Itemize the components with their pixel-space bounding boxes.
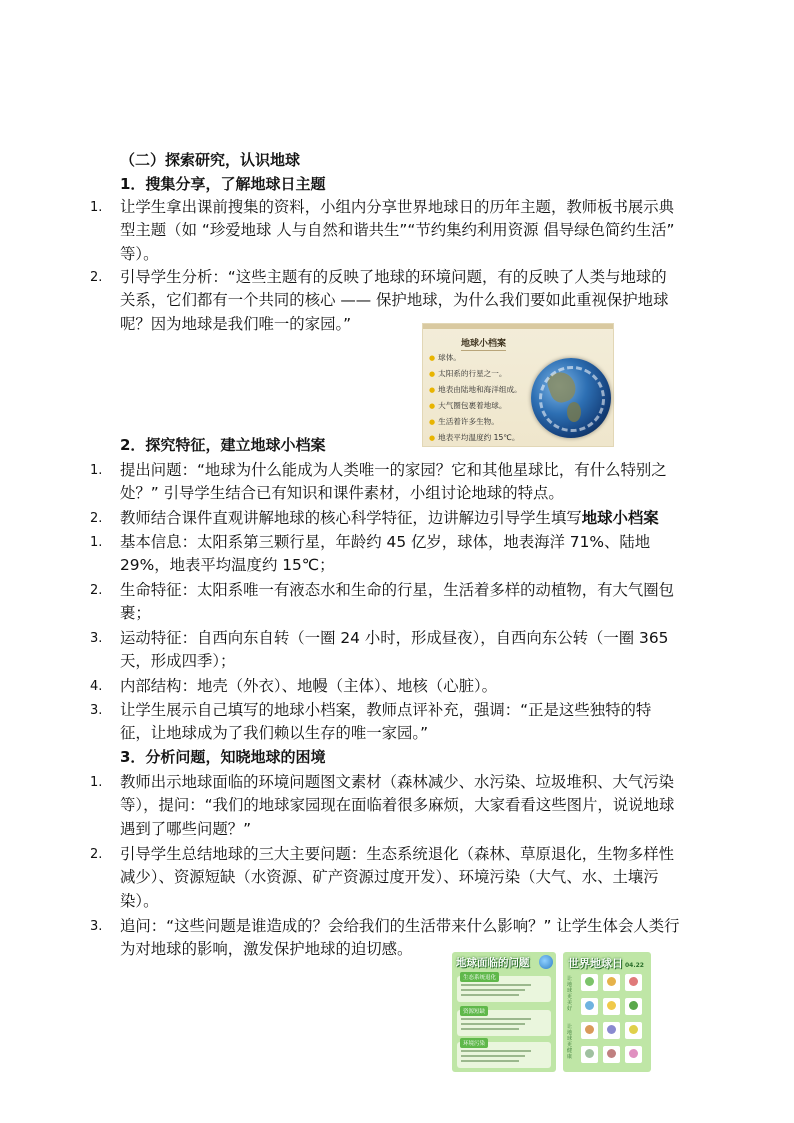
list-number: 3. (90, 703, 103, 718)
car-icon (603, 1046, 620, 1063)
poster-date: 04.22 (625, 962, 644, 969)
list-number: 2. (90, 270, 103, 285)
list-text: 生命特征：太阳系唯一有液态水和生命的行星，生活着多样的动植物，有大气圈包裹； (120, 581, 675, 623)
subsection-1-title: 1．搜集分享，了解地球日主题 (120, 175, 326, 193)
poster-section-tag: 环境污染 (460, 1038, 488, 1048)
water-icon (581, 998, 598, 1015)
poster-title-text: 世界地球日 (568, 957, 623, 970)
list-number: 1. (90, 200, 103, 215)
list-text: 提出问题：“地球为什么能成为人类唯一的家园？它和其他星球比，有什么特别之处？” 引导学生结合已有知识和课件素材，小组讨论地球的特点。 (120, 461, 667, 503)
list-item (90, 531, 680, 577)
fact-item: ● 生活着许多生物。 (429, 414, 522, 430)
sun-icon (603, 998, 620, 1015)
globe-icon (539, 955, 553, 969)
bike-icon (625, 974, 642, 991)
fact-item: ● 地表平均温度约 15℃。 (429, 430, 522, 446)
list-text: 运动特征：自西向东自转（一圈 24 小时，形成昼夜），自西向东公转（一圈 365 天，形成四季）； (120, 629, 669, 671)
poster-section-tag: 资源短缺 (460, 1006, 488, 1016)
earth-globe-icon (531, 358, 611, 438)
list-item (90, 675, 680, 699)
light-icon (625, 1022, 642, 1039)
list-item (90, 771, 680, 841)
poster-section (457, 1010, 551, 1036)
tree-icon (625, 998, 642, 1015)
subsection-2-title: 2．探究特征，建立地球小档案 (120, 436, 326, 454)
list-text: 教师出示地球面临的环境问题图文素材（森林减少、水污染、垃圾堆积、大气污染等），提问：“我们的地球家园现在面临着很多麻烦，大家看看这些图片，说说地球遇到了哪些问题？” (120, 773, 675, 838)
list-number: 2. (90, 583, 103, 598)
subsection-3-title: 3．分析问题，知晓地球的困境 (120, 748, 326, 766)
list-number: 2. (90, 511, 103, 526)
flower-icon (625, 1046, 642, 1063)
card-top-bar (423, 324, 613, 329)
earth-problems-poster (452, 952, 556, 1072)
list-text: 基本信息：太阳系第三颗行星，年龄约 45 亿岁，球体，地表海洋 71%、陆地 29%，地表平均温度约 15℃； (120, 533, 651, 575)
paper-icon (581, 1046, 598, 1063)
fact-item: ● 太阳系的行星之一。 (429, 366, 522, 382)
list-text: 追问：“这些问题是谁造成的？会给我们的生活带来什么影响？” 让学生体会人类行为对地球的影响，激发保护地球的迫切感。 (120, 917, 680, 959)
list-text: 让学生展示自己填写的地球小档案，教师点评补充，强调：“正是这些独特的特征，让地球成为了我们赖以生存的唯一家园。” (120, 701, 652, 743)
earth-day-poster (563, 952, 651, 1072)
poster-section (457, 976, 551, 1002)
bin-icon (603, 1022, 620, 1039)
bag-icon (581, 1022, 598, 1039)
list-item (90, 507, 680, 531)
list-item (90, 579, 680, 625)
fact-list (429, 350, 522, 446)
list-text: 内部结构：地壳（外衣）、地幔（主体）、地核（心脏）。 (120, 677, 498, 695)
list-item (90, 196, 680, 266)
list-number: 1. (90, 463, 103, 478)
list-number: 4. (90, 679, 103, 694)
poster-section (457, 1042, 551, 1068)
fact-item: ● 地表由陆地和海洋组成。 (429, 382, 522, 398)
list-text (120, 507, 680, 530)
poster-title: 地球面临的问题 (456, 957, 530, 969)
list-text: 引导学生分析：“这些主题有的反映了地球的环境问题，有的反映了人类与地球的关系，它们都有一个共同的核心 —— 保护地球，为什么我们要如此重视保护地球呢？因为地球是我们唯一的家园。” (120, 268, 669, 333)
list-item (90, 699, 680, 745)
list-text: 让学生拿出课前搜集的资料，小组内分享世界地球日的历年主题，教师板书展示典型主题（如 “珍爱地球 人与自然和谐共生”“节约集约利用资源 倡导绿色简约生活” 等）。 (120, 198, 675, 263)
list-item (90, 843, 680, 913)
side-label-top: 让地球更美好 (567, 976, 573, 1012)
list-number: 3. (90, 631, 103, 646)
card-title: 地球小档案 (461, 336, 506, 351)
earth-profile-image (422, 323, 614, 447)
list-number: 2. (90, 847, 103, 862)
list-number: 3. (90, 919, 103, 934)
list-number: 1. (90, 775, 103, 790)
list-item (90, 459, 680, 505)
poster-section-tag: 生态系统退化 (460, 972, 499, 982)
list-text: 引导学生总结地球的三大主要问题：生态系统退化（森林、草原退化，生物多样性减少）、资源短缺（水资源、矿产资源过度开发）、环境污染（大气、水、土壤污染）。 (120, 845, 675, 910)
fact-item: ● 球体。 (429, 350, 522, 366)
list-text-plain: 教师结合课件直观讲解地球的核心科学特征，边讲解边引导学生填写 (120, 509, 582, 527)
poster-title (568, 955, 644, 971)
leaf-icon (581, 974, 598, 991)
fact-item: ● 大气圈包裹着地球。 (429, 398, 522, 414)
list-item (90, 627, 680, 673)
recycle-icon (603, 974, 620, 991)
list-number: 1. (90, 535, 103, 550)
list-text-bold: 地球小档案 (581, 509, 659, 527)
side-label-bottom: 让地球更健康 (567, 1024, 573, 1060)
section-title: （二）探索研究，认识地球 (120, 151, 301, 169)
